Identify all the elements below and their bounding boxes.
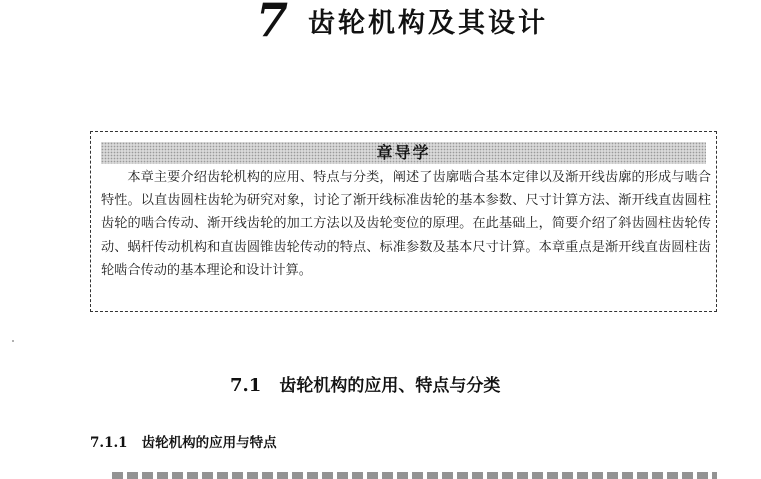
guide-paragraph: 本章主要介绍齿轮机构的应用、特点与分类，阐述了齿廓啮合基本定律以及渐开线齿廓的形成与啮合特性。以直齿圆柱齿轮为研究对象，讨论了渐开线标准齿轮的基本参数、尺寸计算方法、渐开线直齿圆柱齿轮的啮合传动、渐开线齿轮的加工方法以及齿轮变位的原理。在此基础上，简要介绍了斜齿圆柱齿轮传动、蜗杆传动机构和直齿圆锥齿轮传动的特点、标准参数及基本尺寸计算。本章重点是渐开线直齿圆柱齿轮啮合传动的基本理论和设计计算。 [101,170,711,278]
subsection-number: 7.1.1 [90,435,128,451]
chapter-number: 7 [256,0,289,47]
chapter-heading [0,0,761,52]
chapter-guide-box [90,131,717,312]
section-title: 齿轮机构的应用、特点与分类 [279,376,501,396]
section-heading [230,372,500,400]
chapter-title: 齿轮机构及其设计 [308,8,548,39]
subsection-title: 齿轮机构的应用与特点 [141,435,277,451]
cut-off-text-line [112,465,717,479]
guide-title: 章导学 [376,143,431,162]
scan-speck [12,340,14,342]
section-number: 7.1 [230,375,262,396]
subsection-heading [90,432,277,454]
guide-header-band [101,142,706,164]
